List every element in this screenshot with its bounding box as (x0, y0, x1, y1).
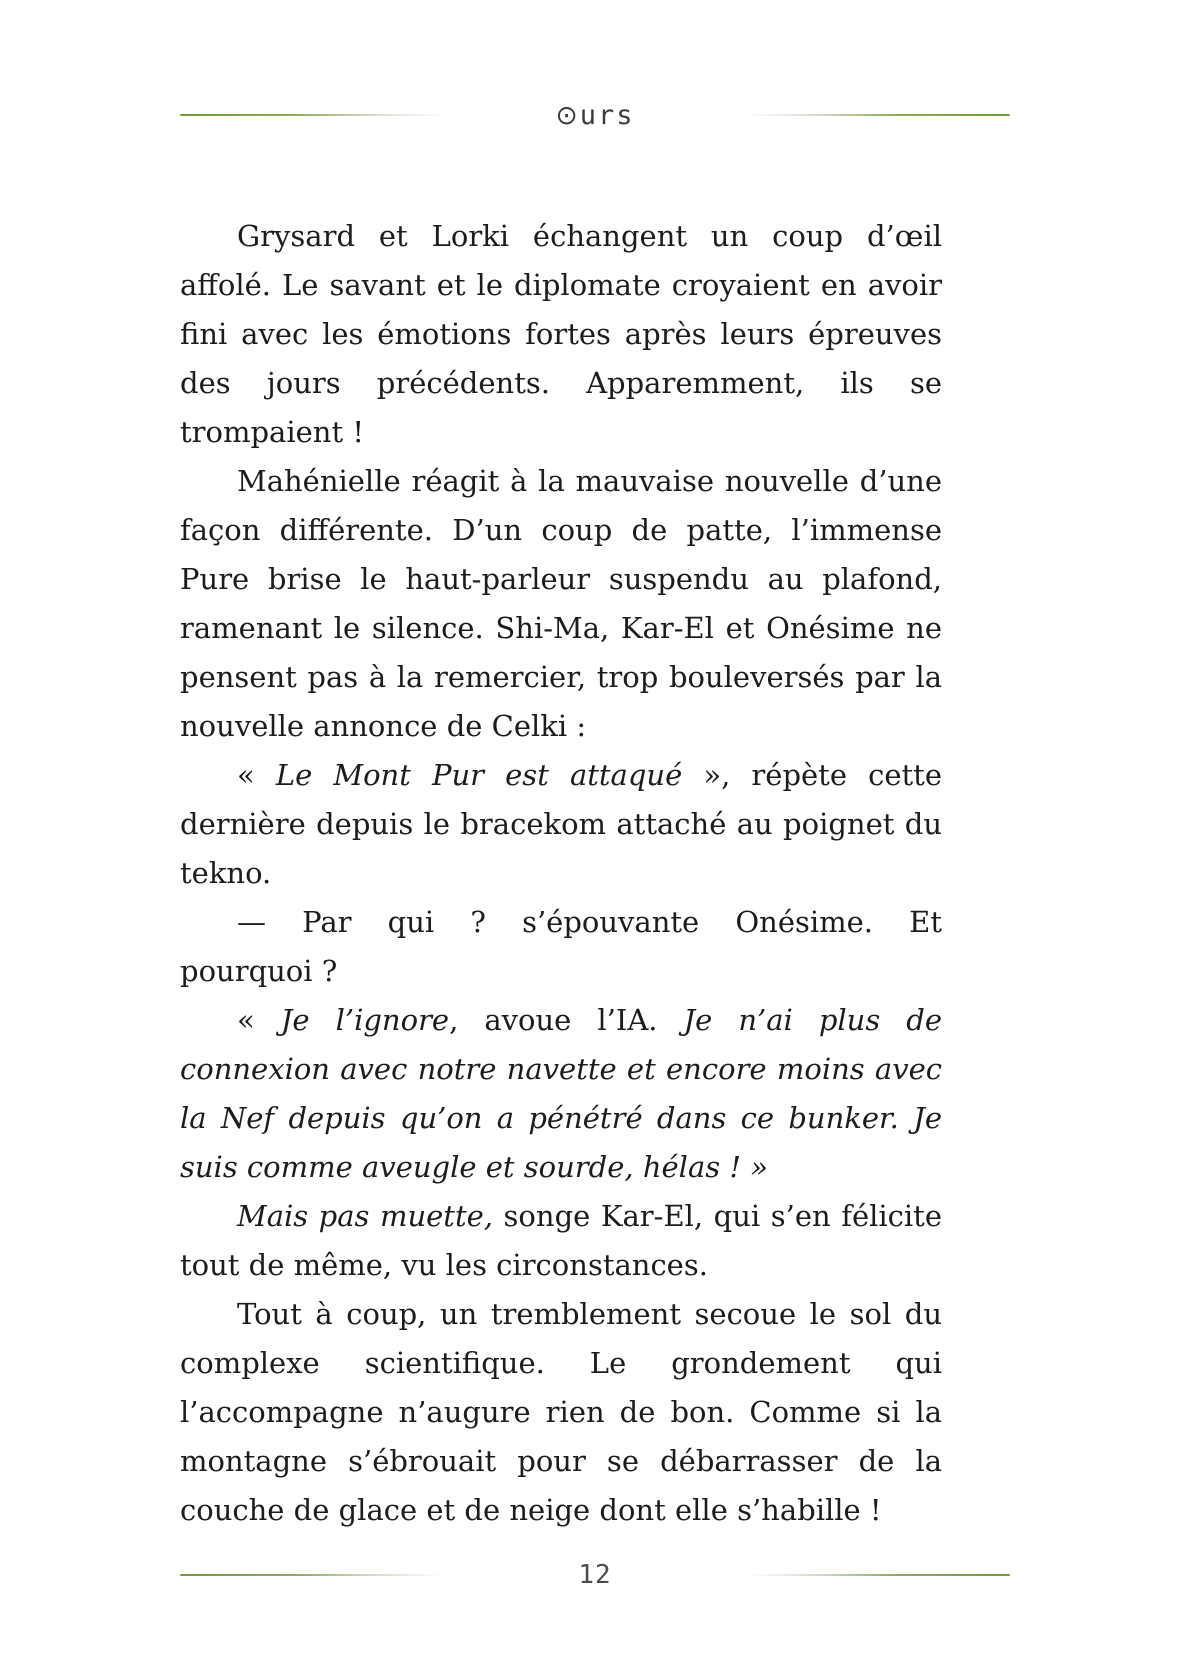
paragraph (180, 1192, 942, 1290)
paragraph (180, 751, 942, 898)
italic-text-run: Je n’ai plus de connexion avec notre navette et encore moins avec la Nef depuis qu’on a pénétré dans ce bunker. Je suis comme aveugle et sourde, hélas ! » (180, 1003, 942, 1184)
text-run: « (237, 758, 276, 792)
text-run: « (237, 1003, 281, 1037)
paragraph (180, 1290, 942, 1535)
text-run: , avoue l’IA. (449, 1003, 684, 1037)
text-run: Mahénielle réagit à la mauvaise nouvelle d’une façon différente. D’un coup de patte, l’immense Pure brise le haut-parleur suspendu au plafond, ramenant le silence. Shi-Ma, Kar-El et Onésime ne pensent pas à la remercier, trop bouleversés par la nouvelle annonce de Celki : (180, 464, 942, 743)
footer-rule-right (747, 1574, 1010, 1576)
page-number: 12 (578, 1560, 612, 1590)
italic-text-run: Je l’ignore (280, 1003, 450, 1037)
chapter-title: ⊙urs (555, 99, 635, 131)
paragraph (180, 212, 942, 457)
italic-text-run: Mais pas muette, (237, 1199, 493, 1233)
header-rule-right (746, 114, 1010, 116)
text-run: songe Kar-El, qui s’en félicite tout de même, vu les circonstances. (180, 1199, 942, 1282)
italic-text-run: Le Mont Pur est attaqué (275, 758, 683, 792)
paragraph (180, 457, 942, 751)
paragraph (180, 996, 942, 1192)
footer-rule-left (180, 1574, 443, 1576)
text-run: Tout à coup, un tremblement secoue le sol du complexe scientifique. Le grondement qui l’accompagne n’augure rien de bon. Comme si la montagne s’ébrouait pour se débarrasser de la couche de glace et de neige dont elle s’habille ! (180, 1297, 942, 1527)
text-run: Grysard et Lorki échangent un coup d’œil affolé. Le savant et le diplomate croyaient en avoir fini avec les émotions fortes après leurs épreuves des jours précédents. Apparemment, ils se trompaient ! (180, 219, 942, 449)
paragraph (180, 898, 942, 996)
dotted-o-glyph: ⊙ (555, 99, 580, 131)
body-text (180, 212, 942, 1535)
header-rule-left (180, 114, 444, 116)
page-header (180, 98, 1010, 132)
text-run: — Par qui ? s’épouvante Onésime. Et pourquoi ? (180, 905, 942, 988)
page-footer (180, 1548, 1010, 1602)
text-run: », répète cette dernière depuis le bracekom attaché au poignet du tekno. (180, 758, 942, 890)
